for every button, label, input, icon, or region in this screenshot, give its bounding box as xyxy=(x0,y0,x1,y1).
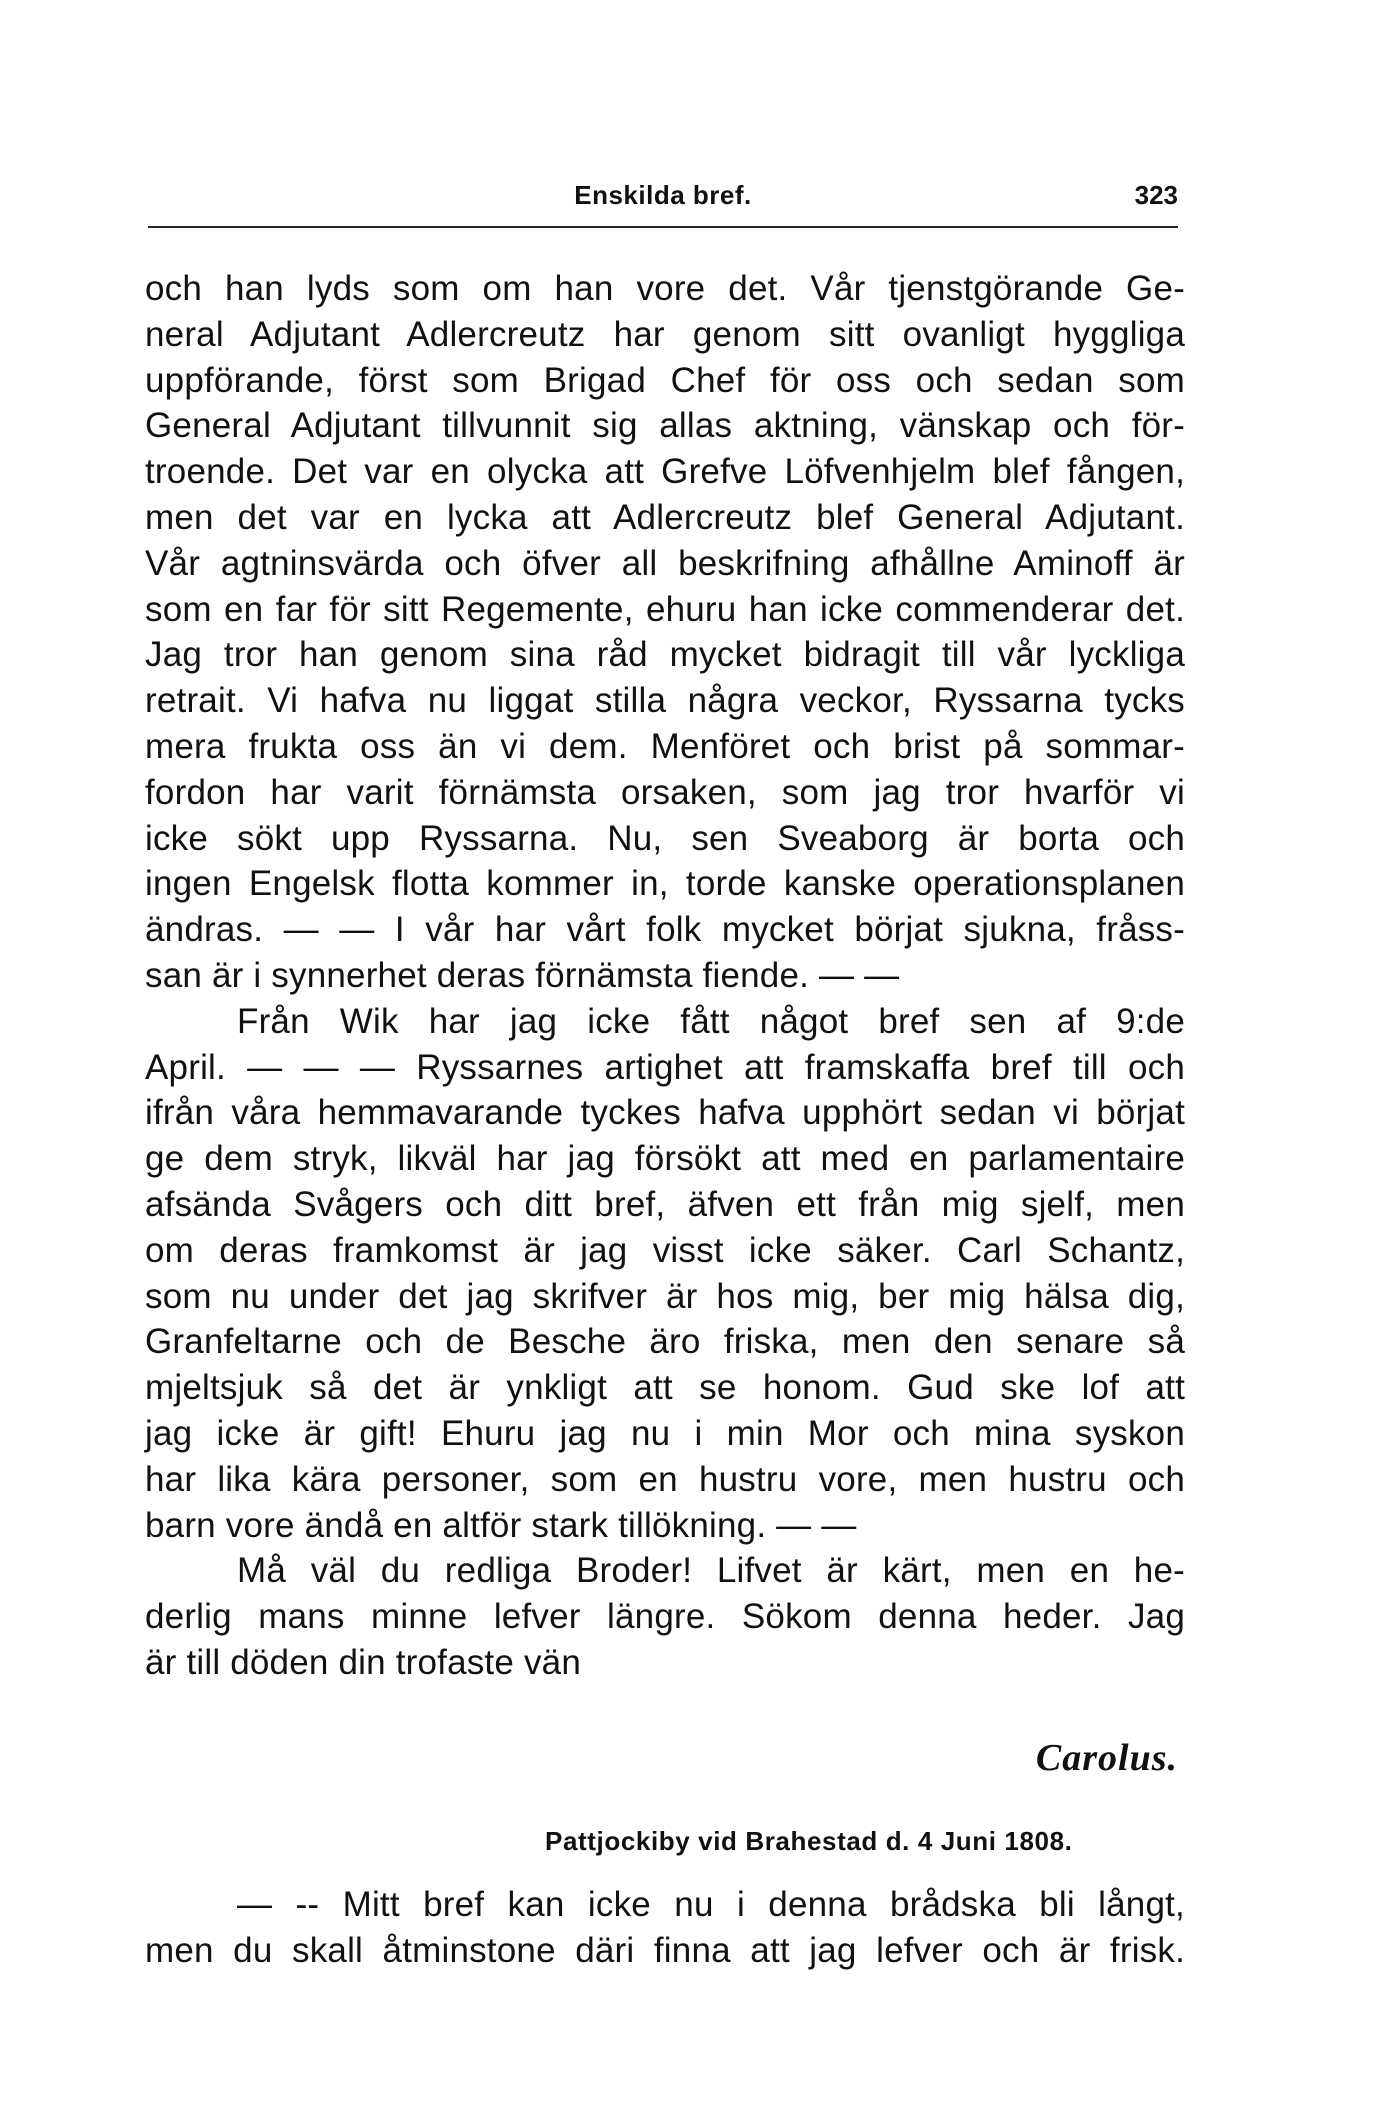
running-head-title: Enskilda bref. xyxy=(574,180,752,210)
text-line: April. — — — Ryssarnes artighet att framskaffa bref till och xyxy=(145,1047,1185,1087)
header-rule xyxy=(148,226,1178,228)
text-line: men det var en lycka att Adlercreutz blef General Adjutant. xyxy=(145,497,1185,537)
text-line: derlig mans minne lefver längre. Sökom denna heder. Jag xyxy=(145,1597,1185,1637)
text-line: fordon har varit förnämsta orsaken, som jag tror hvarför vi xyxy=(145,772,1185,812)
text-line: har lika kära personer, som en hustru vore, men hustru och xyxy=(145,1459,1185,1499)
text-line: barn vore ändå en altför stark tillökning. — — xyxy=(145,1505,857,1545)
text-line: mera frukta oss än vi dem. Menföret och brist på sommar- xyxy=(145,726,1185,766)
text-line: Från Wik har jag icke fått något bref sen af 9:de xyxy=(237,1001,1185,1041)
page-number: 323 xyxy=(1134,180,1178,210)
text-line: som en far för sitt Regemente, ehuru han icke commenderar det. xyxy=(145,589,1185,629)
running-head xyxy=(148,180,1178,224)
postscript xyxy=(145,1882,1185,1974)
text-line: mjeltsjuk så det är ynkligt att se honom. Gud ske lof att xyxy=(145,1368,1185,1408)
text-line: är till döden din trofaste vän xyxy=(145,1642,581,1682)
text-line: — -- Mitt bref kan icke nu i denna brådska bli långt, xyxy=(237,1885,1185,1924)
text-line: om deras framkomst är jag visst icke säker. Carl Schantz, xyxy=(145,1230,1185,1270)
text-line: Vår agtninsvärda och öfver all beskrifning afhållne Aminoff är xyxy=(145,543,1185,583)
signature: Carolus. xyxy=(1035,1737,1178,1779)
text-line: neral Adjutant Adlercreutz har genom sitt ovanligt hyggliga xyxy=(145,314,1185,354)
text-line: men du skall åtminstone däri finna att jag lefver och är frisk. xyxy=(145,1930,1185,1970)
text-line: som nu under det jag skrifver är hos mig, ber mig hälsa dig, xyxy=(145,1276,1185,1316)
text-line: Jag tror han genom sina råd mycket bidragit till vår lyckliga xyxy=(145,635,1185,675)
text-line: jag icke är gift! Ehuru jag nu i min Mor och mina syskon xyxy=(145,1413,1185,1453)
text-line: och han lyds som om han vore det. Vår tjenstgörande Ge- xyxy=(145,269,1185,308)
text-line: ifrån våra hemmavarande tyckes hafva upphört sedan vi börjat xyxy=(145,1093,1185,1133)
text-line: icke sökt upp Ryssarna. Nu, sen Sveaborg är borta och xyxy=(145,818,1185,858)
text-line: uppförande, först som Brigad Chef för oss och sedan som xyxy=(145,360,1185,400)
text-line: Må väl du redliga Broder! Lifvet är kärt, men en he- xyxy=(237,1551,1185,1591)
letter-body xyxy=(145,266,1185,1686)
text-line: Granfeltarne och de Besche äro friska, men den senare så xyxy=(145,1322,1185,1362)
text-line: retrait. Vi hafva nu liggat stilla några veckor, Ryssarna tycks xyxy=(145,681,1185,721)
place-date-line: Pattjockiby vid Brahestad d. 4 Juni 1808. xyxy=(545,1826,1073,1856)
text-line: ändras. — — I vår har vårt folk mycket börjat sjukna, fråss- xyxy=(145,910,1185,950)
text-line: troende. Det var en olycka att Grefve Löfvenhjelm blef fången, xyxy=(145,452,1185,492)
text-line: ingen Engelsk flotta kommer in, torde kanske operationsplanen xyxy=(145,864,1185,904)
text-line: General Adjutant tillvunnit sig allas aktning, vänskap och för- xyxy=(145,406,1185,446)
text-line: ge dem stryk, likväl har jag försökt att med en parlamentaire xyxy=(145,1139,1185,1179)
text-line: san är i synnerhet deras förnämsta fiende. — — xyxy=(145,955,900,995)
text-line: afsända Svågers och ditt bref, äfven ett från mig sjelf, men xyxy=(145,1184,1185,1224)
